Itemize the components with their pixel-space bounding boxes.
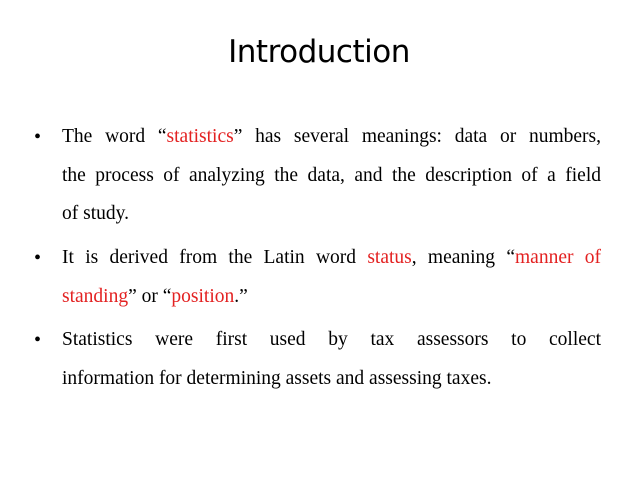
text-segment: Statistics were first used by tax assessors to collect — [62, 329, 601, 350]
text-segment: , meaning “ — [411, 247, 515, 268]
bullet-1-line-3 — [62, 204, 601, 224]
text-segment: ” has several meanings: data or numbers, — [233, 126, 601, 147]
bullet-2-line-2 — [62, 287, 601, 307]
text-segment: of study. — [62, 203, 129, 224]
text-segment: the process of analyzing the data, and the description of a field — [62, 165, 601, 186]
slide-title: Introduction — [228, 34, 410, 70]
highlighted-term: standing — [62, 286, 129, 307]
highlighted-term: position — [171, 286, 235, 307]
bullet-2-line-1 — [62, 248, 601, 268]
text-segment: ” or “ — [128, 286, 172, 307]
bullet-3-line-2 — [62, 369, 601, 389]
bullet-3-line-1 — [62, 330, 601, 350]
bullet-marker: • — [34, 329, 42, 351]
text-segment: .” — [234, 286, 248, 307]
text-segment: It is derived from the Latin word — [62, 247, 368, 268]
bullet-marker: • — [34, 126, 42, 148]
bullet-marker: • — [34, 247, 42, 269]
highlighted-term: manner of — [515, 247, 601, 268]
highlighted-term: status — [367, 247, 412, 268]
bullet-1-line-1 — [62, 127, 601, 147]
text-segment: The word “ — [62, 126, 167, 147]
bullet-1-line-2 — [62, 166, 601, 186]
highlighted-term: statistics — [166, 126, 234, 147]
text-segment: information for determining assets and assessing taxes. — [62, 368, 492, 389]
